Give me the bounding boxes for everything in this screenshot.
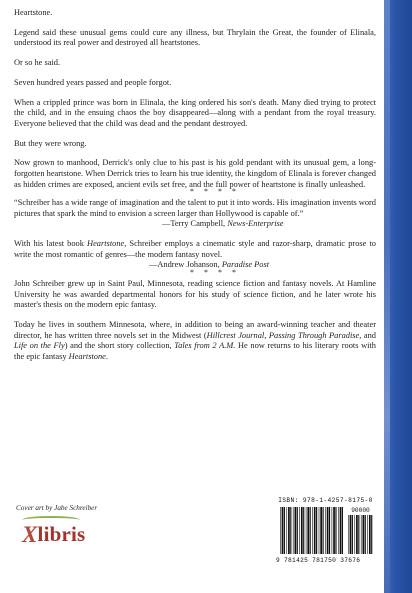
barcode-bar	[329, 507, 330, 554]
review-quote: “Schreiber has a wide range of imagination and the talent to put it into words. His imagination invents word pictures that spark the mind to envision a screen larger than Hollywood is capable of.”	[14, 198, 376, 218]
barcode-digits: 9 781425 781750 37676	[276, 557, 361, 564]
barcode-bar	[307, 507, 309, 554]
blurb-paragraph: Or so he said.	[14, 58, 61, 68]
blurb-paragraph: But they were wrong.	[14, 138, 87, 148]
barcode-bar	[358, 515, 359, 554]
barcode-bar	[301, 507, 303, 554]
barcode-bar	[356, 515, 358, 554]
barcode-bar	[338, 507, 339, 554]
barcode-bar	[293, 507, 294, 554]
back-cover-footer	[14, 497, 384, 593]
blurb-paragraph: When a crippled prince was born in Elinala, the king ordered his son's death. Many died trying to protect the child, and in the ensuing chaos the boy disappeared—along with a pendant from the royal treasury. Everyone believed that the child was dead and the pendant destroyed.	[14, 97, 376, 128]
barcode-bar	[354, 515, 355, 554]
cover-art-credit: Cover art by Jabe Schreiber	[16, 504, 98, 512]
isbn-barcode	[276, 497, 375, 569]
barcode-bar	[288, 507, 290, 554]
blurb-paragraph: Heartstone.	[14, 8, 53, 17]
section-separator: * * * *	[190, 187, 240, 197]
blurb-paragraph: Now grown to manhood, Derrick's only clue to his past is his gold pendant with its unusual gem, a long-forgotten heartstone. When Derrick tries to learn his true identity, the kingdom of Elinala is forever changed as hidden crimes are exposed, ancient evils set free, and the full power of heartstone is finally unleashed.	[14, 158, 376, 189]
barcode-bar	[312, 507, 313, 554]
barcode-bar	[363, 515, 365, 554]
barcode-bar	[350, 515, 352, 554]
isbn-number: ISBN: 978-1-4257-8175-0	[278, 497, 373, 504]
barcode-bar	[323, 507, 324, 554]
barcode-bar	[369, 515, 371, 554]
barcode-bar	[327, 507, 329, 554]
barcode-bars	[280, 507, 344, 554]
review-source: Paradise Post	[221, 260, 270, 270]
blurb-paragraph: Legend said these unusual gems could cure any illness, but Thrylain the Great, the founder of Elinala, understood its real power and destroyed all heartstones.	[14, 27, 376, 48]
barcode-bar	[316, 507, 317, 554]
barcode-bar	[286, 507, 287, 554]
barcode-addon-bars	[348, 515, 373, 554]
barcode-bar	[348, 515, 349, 554]
blurb-paragraph: Seven hundred years passed and people forgot.	[14, 77, 172, 87]
barcode-bar	[314, 507, 316, 554]
barcode-bar	[297, 507, 298, 554]
barcode-bar	[299, 507, 300, 554]
barcode-bar	[367, 515, 368, 554]
barcode-bar	[325, 507, 326, 554]
book-spine-edge	[384, 0, 412, 593]
barcode-bar	[303, 507, 304, 554]
barcode-bar	[352, 515, 353, 554]
barcode-bar	[365, 515, 366, 554]
barcode-bar	[295, 507, 297, 554]
barcode-bar	[282, 507, 284, 554]
author-bio-paragraph: Today he lives in southern Minnesota, where, in addition to being an award-winning teacher and theater director, he has written three novels set in the Midwest (Hillcrest Journal, Passing Through Paradise, and Life on the Fly) and the short story collection, Tales from 2 A.M. He now returns to his literary roots with the epic fantasy Heartstone.	[14, 319, 376, 361]
barcode-bar	[332, 507, 333, 554]
barcode-bar	[319, 507, 320, 554]
review-attribution: —Terry Campbell, News-Enterprise	[162, 219, 284, 229]
barcode-bar	[333, 507, 335, 554]
barcode-bar	[320, 507, 322, 554]
section-separator: * * * *	[190, 268, 240, 277]
barcode-bar	[284, 507, 285, 554]
price-code: 90000	[351, 507, 370, 514]
barcode-bar	[280, 507, 281, 554]
back-cover-text	[14, 8, 376, 362]
barcode-bar	[290, 507, 291, 554]
author-bio-paragraph: John Schreiber grew up in Saint Paul, Minnesota, reading science fiction and fantasy novels. At Hamline University he was awarded departmental honors for his study of science fiction, and he later wrote his master's thesis on the modern epic fantasy.	[14, 279, 376, 310]
barcode-bar	[306, 507, 307, 554]
review-attribution: —Andrew Johanson, Paradise Post	[149, 260, 270, 270]
barcode-bar	[361, 515, 362, 554]
review-source: News-Enterprise	[227, 219, 284, 229]
barcode-bar	[371, 515, 372, 554]
review-quote: With his latest book Heartstone, Schreiber employs a cinematic style and razor-sharp, dramatic prose to write the most romantic of genres—the modern fantasy novel.	[14, 239, 376, 259]
barcode-bar	[310, 507, 311, 554]
barcode-bar	[342, 507, 343, 554]
barcode-bar	[340, 507, 342, 554]
publisher-logo: Xlibris	[22, 521, 85, 547]
barcode-bar	[335, 507, 336, 554]
